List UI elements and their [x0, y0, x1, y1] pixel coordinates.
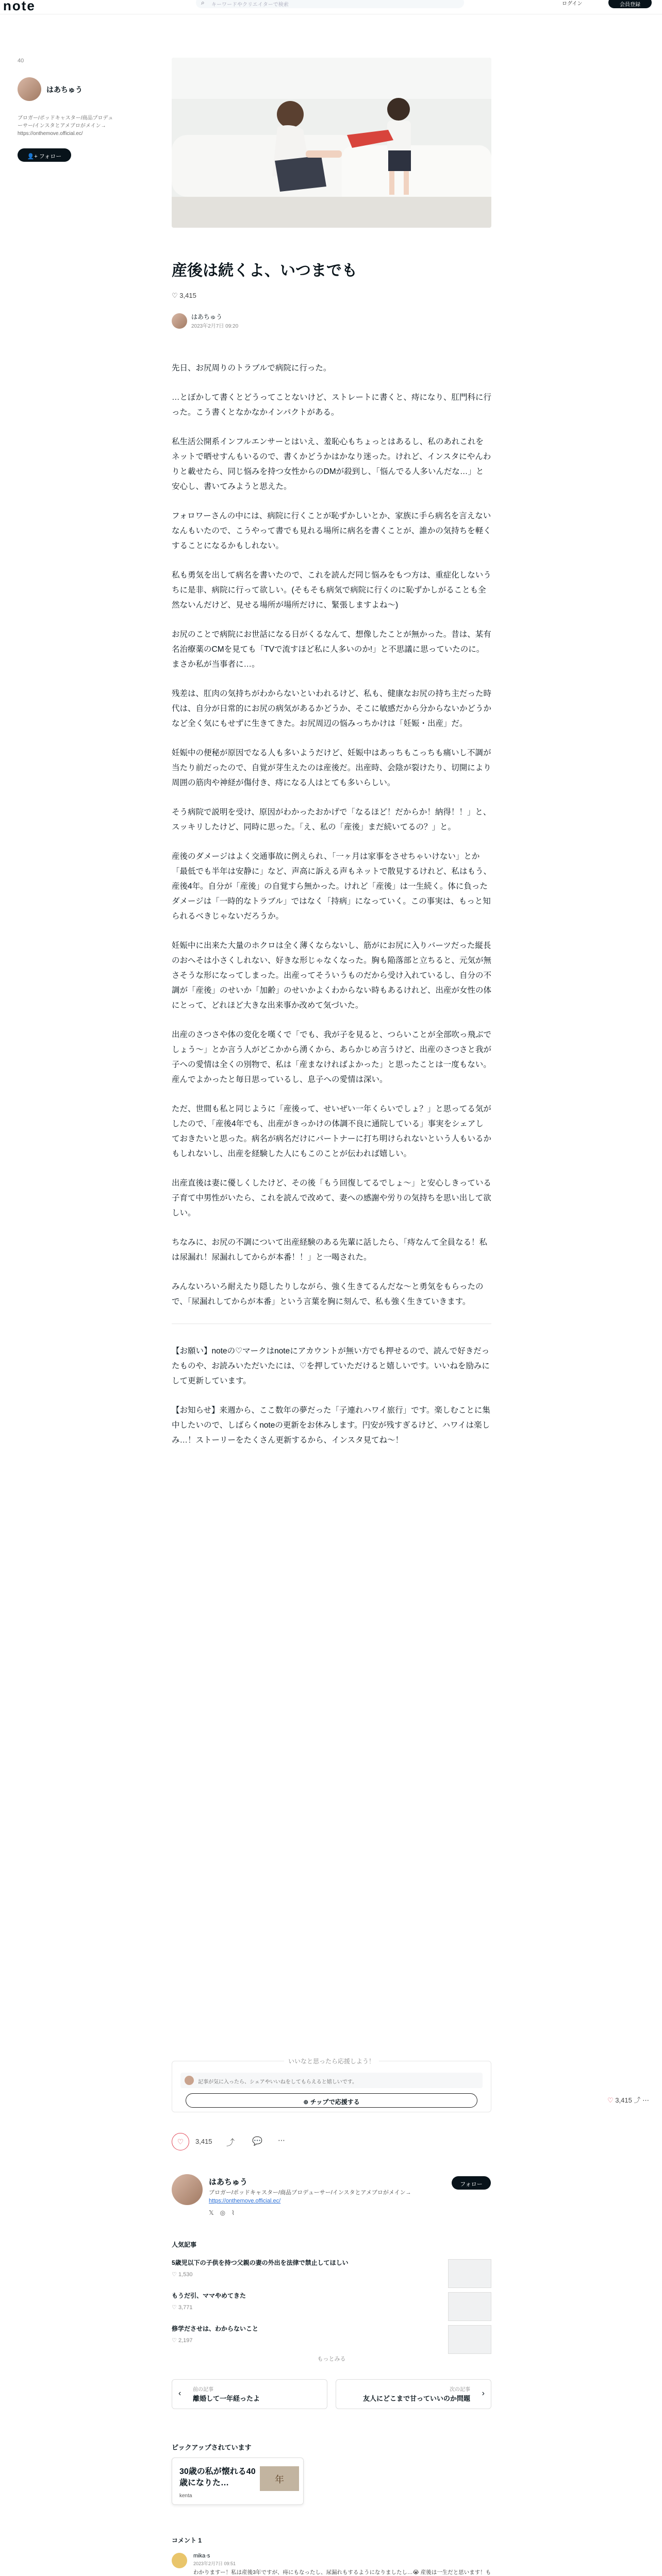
follow-label: フォロー [39, 154, 62, 160]
paragraph: 私も勇気を出して病名を書いたので、これを読んだ同じ悩みをもつ方は、重症化しないうちに是非、病院に行って欲しい。(そもそも病気で病院に行くのに恥ずかしがることも全然ないんだけど、見せる場所が場所だけに、緊張しますよね〜) [172, 571, 491, 609]
next-kicker: 次の記事 [450, 2387, 470, 2393]
pickup-heading: ピックアップされています [172, 2444, 252, 2451]
avatar[interactable] [172, 2174, 203, 2205]
paragraph: 妊娠中の便秘が原因でなる人も多いようだけど、妊娠中はあっちもこっちも痛いし不調が当たり前だったので、自覚が芽生えたのは産後だ。出産時、会陰が裂けたり、切開により周囲の筋肉や神経が傷付き、痔になる人はとても多いらしい。 [172, 749, 491, 787]
creator-profile [172, 2174, 491, 2226]
more-icon[interactable]: ⋯ [642, 2096, 650, 2104]
rss-icon[interactable]: ⌇ [231, 2209, 241, 2216]
article-title: 産後は続くよ、いつまでも [172, 262, 357, 279]
more-icon[interactable]: ⋯ [278, 2136, 285, 2144]
support-label: いいなと思ったら応援しよう！ [284, 2058, 379, 2065]
search-input[interactable] [196, 0, 464, 8]
mother-child-photo [172, 58, 491, 228]
popular-title: もうだ引、ママやめてきた [172, 2292, 246, 2299]
paragraph: お尻のことで病院にお世話になる日がくるなんて、想像したことが無かった。昔は、某有名治療薬のCMを見ても「TVで流すほど私に人多いのか!」と不思議に思っていたのに。まさか私が当事者に…。 [172, 630, 491, 669]
prev-article[interactable] [172, 2379, 327, 2409]
paragraph: 出産のさつさや体の変化を嘆くで「でも、我が子を見ると、つらいことが全部吹っ飛ぶでしょう〜」とか言う人がどこかから湧くから、あらかじめ言うけど、出産のさつさと我が子への愛情は全くの別物で、私は「産まなければよかった」と思ったことは一度もない。産んでよかったと毎日思っているし、息子への愛情は深い。 [172, 1030, 492, 1084]
comments-title: コメント [172, 2537, 197, 2544]
register-button[interactable]: 会員登録 [608, 0, 652, 8]
heart-icon: ♡ [172, 2304, 177, 2311]
list-item[interactable] [172, 2324, 491, 2357]
pickup-thumbnail [260, 2466, 299, 2491]
paragraph: 私生活公開系インフルエンサーとはいえ、羞恥心もちょっとはあるし、私のあれこれをネットで晒せすんもいるので、書くかどうかはかなり迷った。けれど、インスタにやんわりと載せたら、同じ悩みを持つ女性からのDMが殺到し、「悩んでる人多いんだな…」と安心し、書いてみようと思えた。 [172, 437, 491, 491]
creator-name[interactable]: はあちゅう [209, 2178, 248, 2187]
paragraph: 出産直後は妻に優しくしたけど、その後「もう回復してるでしょ〜」と安心しきっている子育て中男性がいたら、これを読んで改めて、妻への感謝や労りの気持ちを思い出して欲しい。 [172, 1179, 491, 1217]
comment-icon[interactable]: 💬 [252, 2137, 262, 2146]
comment [172, 2553, 491, 2576]
site-header [0, 0, 662, 14]
pickup-badge: 年 [275, 2475, 284, 2485]
sidebar-tag: 40 [18, 58, 24, 64]
popular-likes [172, 2337, 491, 2344]
avatar[interactable] [18, 77, 41, 101]
like-count: 3,415 [195, 2138, 212, 2145]
search-placeholder: キーワードやクリエイターで検索 [211, 2, 289, 8]
list-item[interactable] [172, 2258, 491, 2291]
paragraph: フォロワーさんの中には、病院に行くことが恥ずかしいとか、家族に手ら病名を言えないなんもいたので、こうやって書でも見れる場所に病名を書くことが、誰かの気持ちを軽くすることになるかもしれない。 [172, 512, 491, 550]
paragraph: 産後のダメージはよく交通事故に例えられ、「一ヶ月は家事をさせちゃいけない」とか「最低でも半年は安静に」など、声高に訴える声もネットで散見するけれど、私はもう、産後4年。自分が「産後」の自覚すら無かった。けれど「産後」は一生続く。体に負ったダメージは「一時的なトラブル」ではなく「持病」になっていく。この事実は、もっと知られるべきじゃないだろうか。 [172, 852, 492, 921]
next-article[interactable] [336, 2379, 491, 2409]
title-like-count[interactable] [172, 292, 491, 300]
paragraph: みんないろいろ耐えたり隠したりしながら、強く生きてるんだな〜と勇気をもらったので、「尿漏れしてからが本番」という言葉を胸に刻んで、私も強く生きていきます。 [172, 1282, 484, 1306]
prev-title: 離婚して一年経ったよ [193, 2395, 260, 2402]
list-item[interactable] [172, 2291, 491, 2324]
paragraph: 残差は、肛肉の気持ちがわからないといわれるけど、私も、健康なお尻の持ち主だった時代は、自分が日常的にお尻の病気があるかどうか、そこに敏感だから分からないかどうかなど全く気にもせずに生きてきた。お尻周辺の悩みっちかけは「妊娠・出産」だ。 [172, 689, 492, 728]
paragraph: 先日、お尻周りのトラブルで病院に行った。 [172, 364, 332, 372]
popular-likes [172, 2271, 491, 2278]
popular-like-count: 2,197 [178, 2337, 193, 2344]
comment-text: わかりますー！私は産後3年ですが、痔にもなったし、尿漏れもするようになりましたし…😭 産後は一生だと思います！も [193, 2569, 491, 2575]
request-note: 【お願い】noteの♡マークはnoteにアカウントが無い方でも押せるので、読んで好きだったものや、お読みいただいたには、♡を押していただけると嬉しいです。いいねを励みにして更新しています。 [172, 1347, 490, 1385]
article-body [172, 361, 491, 1462]
share-icon[interactable]: ⤴ [634, 2096, 643, 2104]
article-nav [172, 2379, 491, 2409]
paragraph: ただ、世間も私と同じように「産後って、せいぜい一年くらいでしょ？」と思ってる気がしたので、「産後4年でも、出産がきっかけの体調不良に通院している」事実をシェアしておきたいと思った。病名が病名だけにパートナーに打ち明けられないという人もいるかもしれないし、出産を経験した人にもこのことが伝われば嬉しい。 [172, 1105, 492, 1158]
thumbnail [448, 2325, 491, 2354]
popular-like-count: 1,530 [178, 2272, 193, 2278]
announcement-note: 【お知らせ】来週から、ここ数年の夢だった「子連れハワイ旅行」です。楽しむことに集中したいので、しばらくnoteの更新をお休みします。円安が残すぎるけど、ハワイは楽しみ…！ストーリーをたくさん更新するから、インスタ見てね〜！ [172, 1406, 490, 1445]
like-count: 3,415 [179, 292, 196, 299]
publish-date: 2023年2月7日 09:20 [191, 324, 239, 329]
support-info-text: 記事が気に入ったら、シェアやいいねをしてもらえると嬉しいです。 [198, 2079, 357, 2085]
like-button[interactable] [172, 2133, 189, 2150]
commenter-name[interactable]: mika·s [193, 2553, 210, 2559]
floating-actions [607, 2095, 649, 2105]
avatar [185, 2076, 194, 2085]
tip-button[interactable] [186, 2093, 477, 2108]
popular-heading: 人気記事 [172, 2241, 197, 2248]
paragraph: ちなみに、お尻の不調について出産経験のある先輩に話したら、「痔なんて全員なる！私は尿漏れ！尿漏れしてからが本番！！」と一喝された。 [172, 1238, 487, 1262]
x-icon[interactable]: 𝕏 [209, 2209, 220, 2216]
creator-bio-text: ブロガー/ポッドキャスター/商品プロデューサー/インスタとアメブロがメイン→ [209, 2190, 411, 2196]
support-box [172, 2058, 491, 2112]
heart-icon: ♡ [172, 292, 178, 299]
heart-icon[interactable]: ♡ [607, 2096, 614, 2104]
comment-date: 2023年2月7日 09:51 [193, 2561, 236, 2566]
support-info-row [180, 2073, 483, 2088]
pickup-author: kenta [179, 2493, 192, 2499]
creator-bio [209, 2189, 451, 2205]
article-author-row [172, 311, 491, 332]
popular-articles [172, 2240, 491, 2357]
profile-follow-button[interactable]: フォロー [452, 2176, 491, 2190]
coin-icon: ⊕ [303, 2098, 310, 2106]
avatar[interactable] [172, 313, 187, 329]
comments-heading [172, 2536, 491, 2545]
pickup-section [172, 2442, 491, 2499]
show-more-link[interactable]: もっとみる [317, 2356, 346, 2362]
thumbnail [448, 2259, 491, 2288]
instagram-icon[interactable]: ◎ [220, 2209, 232, 2216]
chevron-left-icon: ‹ [178, 2389, 181, 2398]
popular-like-count: 3,771 [178, 2304, 193, 2311]
comment-count: 1 [198, 2537, 202, 2544]
author-sidebar [18, 58, 115, 160]
next-title: 友人にどこまで甘っていいのか問題 [362, 2395, 470, 2402]
sidebar-follow-button[interactable] [18, 148, 71, 162]
author-name[interactable]: はあちゅう [191, 313, 223, 320]
note-logo[interactable]: note [3, 0, 36, 13]
sidebar-bio: ブロガー/ポッドキャスター/商品プロデューサー/インスタとアメブロがメイン→ https://onthemove.official.ec/ [18, 115, 113, 137]
hero-image [172, 58, 491, 228]
heart-icon: ♡ [172, 2337, 177, 2344]
paragraph: そう病院で説明を受け、原因がわかったおかげで「なるほど！だからか！納得！！」と、スッキリしたけど、同時に思った。「え、私の「産後」まだ続いてるの？」と。 [172, 808, 491, 832]
paragraph: …とぼかして書くとどうってことないけど、ストレートに書くと、痔になり、肛門科に行った。こう書くとなかなかインパクトがある。 [172, 393, 492, 417]
thumbnail [448, 2292, 491, 2321]
heart-icon: ♡ [172, 2272, 177, 2278]
pickup-title: 30歳の私が懐れる40歳になりた… [179, 2467, 256, 2487]
comments-section [172, 2536, 491, 2576]
person-plus-icon: 👤+ [27, 154, 39, 160]
shop-link[interactable]: https://onthemove.official.ec/ [209, 2198, 281, 2204]
popular-likes [172, 2304, 491, 2311]
pickup-card[interactable] [172, 2458, 304, 2505]
popular-title: 修学ださせは、わからないこと [172, 2325, 259, 2332]
login-link[interactable]: ログイン [562, 1, 583, 7]
paragraph: 妊娠中に出来た大量のホクロは全く薄くならないし、筋がにお尻に入りバーツだった縦長のおへそは小さくしれない、好きな形じゃなくなった。胸も陥落部と立ちると、元気が無さそうな形になってしまった。出産ってそういうものだから受け入れているし、自分の不調が「産後」のせいか「加齢」のせいかよくわからない時もあるけれど、出産が女性の体にとって、どれほど大きな出来事か改めて気づいた。 [172, 941, 492, 1010]
avatar[interactable] [172, 2553, 187, 2568]
prev-kicker: 前の記事 [193, 2387, 213, 2393]
action-bar [172, 2133, 491, 2148]
search-icon: ⌕ [201, 0, 205, 6]
chevron-right-icon: › [482, 2389, 485, 2398]
social-links [209, 2209, 241, 2216]
popular-title: 5歳児以下の子供を持つ父親の妻の外出を法律で禁止してほしい [172, 2259, 349, 2266]
tip-label: チップで応援する [310, 2098, 360, 2106]
floating-like-count: 3,415 [615, 2096, 632, 2104]
sidebar-author-name[interactable]: はあちゅう [46, 86, 82, 94]
share-icon[interactable]: ⤴ [226, 2139, 235, 2147]
heart-icon: ♡ [177, 2138, 184, 2146]
